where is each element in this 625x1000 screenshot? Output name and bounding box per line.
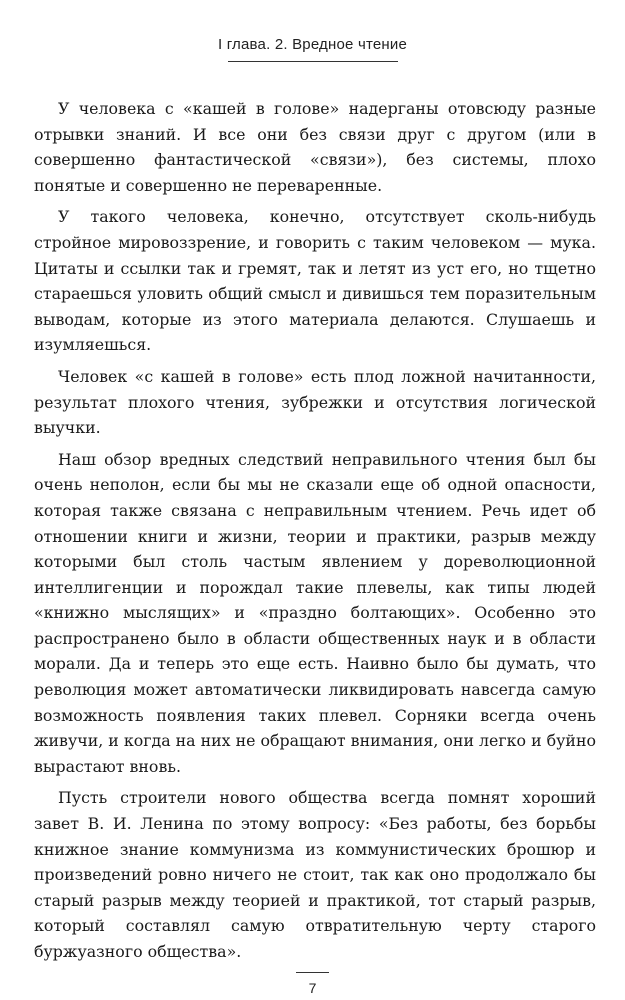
running-header: I глава. 2. Вредное чтение	[217, 36, 408, 53]
header-rule	[228, 61, 398, 62]
paragraph-3: Человек «с кашей в голове» есть плод ложной начитанности, результат плохого чтения, зубрежки и отсутствия логической выучки.	[34, 366, 596, 438]
page-body	[34, 96, 596, 971]
paragraph-4: Наш обзор вредных следствий неправильного чтения был бы очень неполон, если бы мы не сказали еще об одной опасности, которая также связана с неправильным чтением. Речь идет об отношении книги и жизни, теории и практики, разрыв между которыми был столь частым явлением у дореволюционной интеллигенции и порождал такие плевелы, как типы людей «книжно мыслящих» и «праздно болтающих». Особенно это распространено было в области общественных наук и в области морали. Да и теперь это еще есть. Наивно было бы думать, что революция может автоматически ликвидировать навсегда самую возможность появления таких плевел. Сорняки всегда очень живучи, и когда на них не обращают внимания, они легко и буйно вырастают вновь.	[34, 449, 596, 776]
folio-rule	[296, 972, 329, 973]
paragraph-2: У такого человека, конечно, отсутствует сколь-нибудь стройное мировоззрение, и говорить с таким человеком — мука. Цитаты и ссылки так и гремят, так и летят из уст его, но тщетно стараешься уловить общий смысл и дивишься тем поразительным выводам, которые из этого материала делаются. Слушаешь и изумляешься.	[34, 207, 596, 355]
paragraph-1: У человека с «кашей в голове» надерганы отовсюду разные отрывки знаний. И все они без связи друг с другом (или в совершенно фантастической «связи»), без системы, плохо понятые и совершенно не переваренные.	[34, 99, 596, 195]
paragraph-5: Пусть строители нового общества всегда помнят хороший завет В. И. Ленина по этому вопросу: «Без работы, без борьбы книжное знание коммунизма из коммунистических брошюр и произведений ровно ничего не стоит, так как оно продолжало бы старый разрыв между теорией и практикой, тот старый разрыв, который составлял самую отвратительную черту старого буржуазного общества».	[34, 788, 596, 961]
page-number: 7	[308, 980, 317, 996]
